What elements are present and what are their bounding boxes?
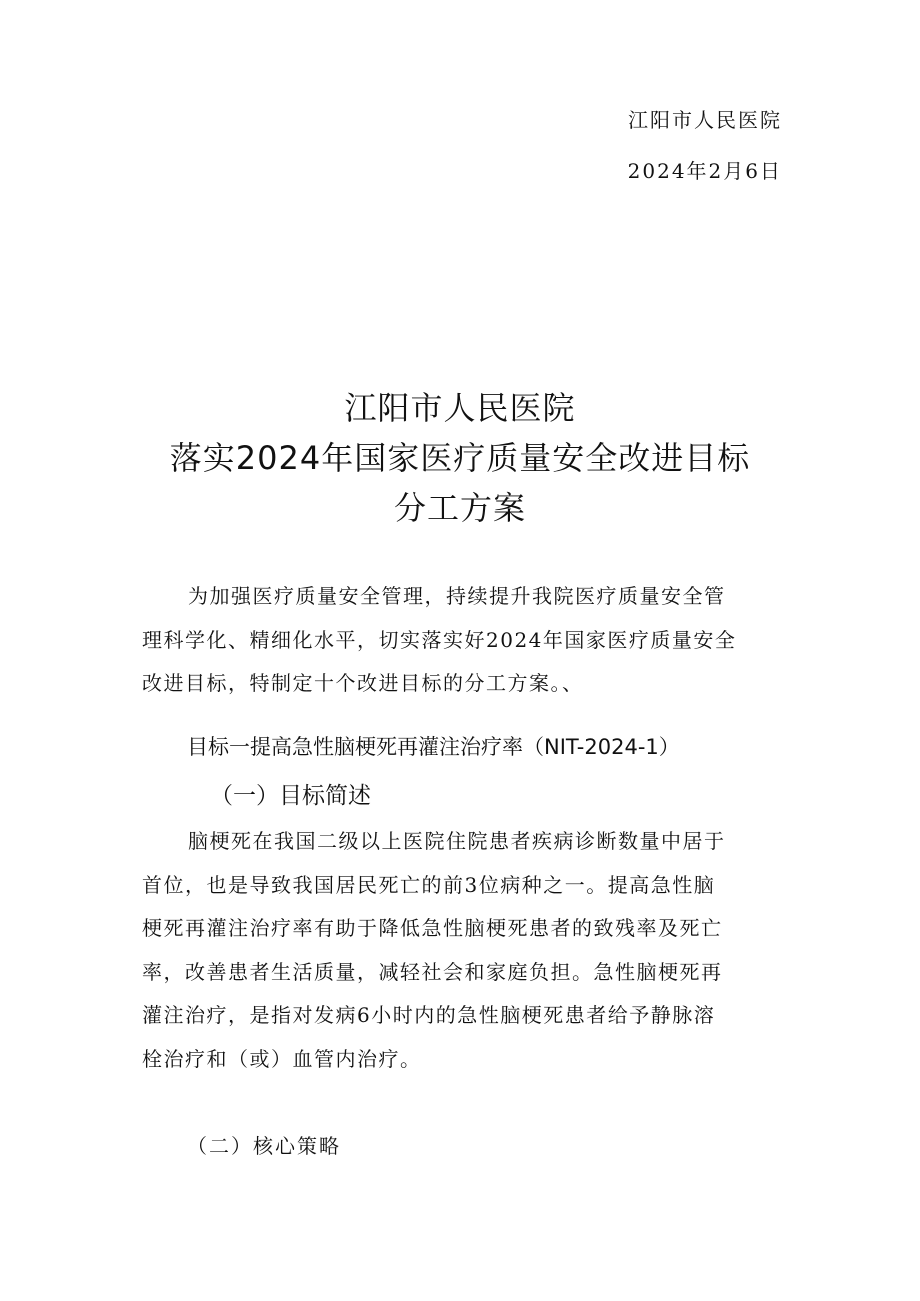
intro-line: 理科学化、精细化水平，切实落实好2024年国家医疗质量安全 xyxy=(142,627,737,652)
issue-date: 2024年2月6日 xyxy=(627,159,782,183)
title-line-3: 分工方案 xyxy=(393,489,526,527)
intro-paragraph xyxy=(142,575,782,706)
description-line: 灌注治疗，是指对发病6小时内的急性脑梗死患者给予静脉溶 xyxy=(142,1003,716,1027)
section-1-heading: （一）目标简述 xyxy=(210,783,371,809)
issuer-signature: 江阳市人民医院 xyxy=(628,108,782,132)
intro-line: 改进目标，特制定十个改进目标的分工方案。、 xyxy=(142,671,584,695)
goal-1-description xyxy=(142,820,782,1081)
description-line: 脑梗死在我国二级以上医院住院患者疾病诊断数量中居于 xyxy=(188,829,726,853)
section-2-heading: （二）核心策略 xyxy=(187,1134,341,1158)
description-line: 梗死再灌注治疗率有助于降低急性脑梗死患者的致残率及死亡 xyxy=(142,916,723,940)
intro-line: 为加强医疗质量安全管理，持续提升我院医疗质量安全管 xyxy=(188,584,726,608)
title-line-2: 落实2024年国家医疗质量安全改进目标 xyxy=(169,439,751,477)
document-title xyxy=(0,383,920,533)
description-line: 率，改善患者生活质量，减轻社会和家庭负担。急性脑梗死再 xyxy=(142,959,723,984)
description-line: 首位，也是导致我国居民死亡的前3位病种之一。提高急性脑 xyxy=(142,872,716,897)
description-line: 栓治疗和（或）血管内治疗。 xyxy=(142,1046,422,1071)
goal-1-heading: 目标一提高急性脑梗死再灌注治疗率（NIT-2024-1） xyxy=(187,735,680,759)
title-line-1: 江阳市人民医院 xyxy=(344,389,576,427)
